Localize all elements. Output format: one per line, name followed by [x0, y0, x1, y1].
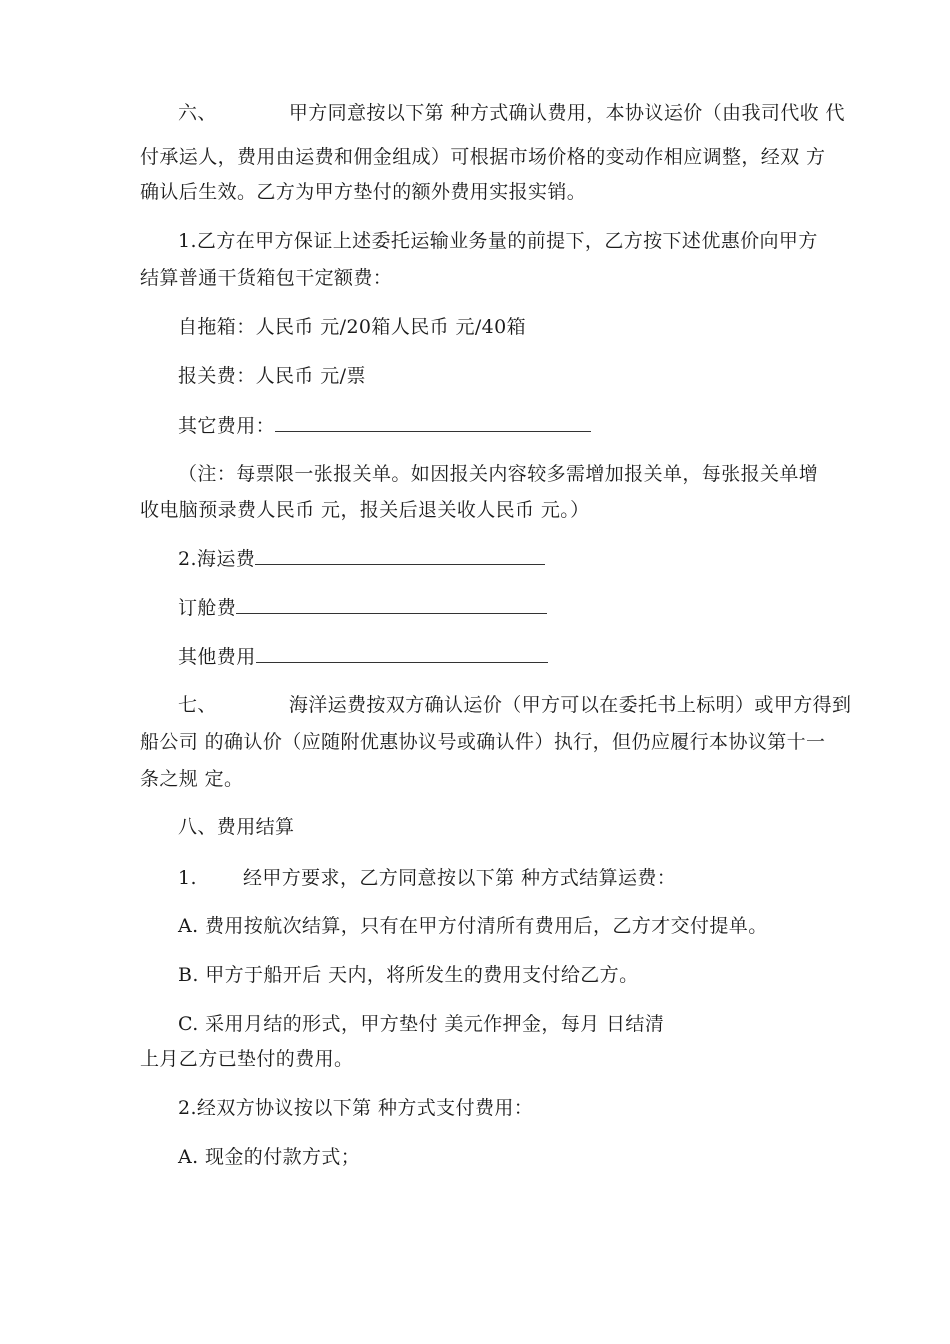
- misc-fees-line: [178, 644, 548, 669]
- ocean-freight-label: 2.海运费: [178, 548, 256, 570]
- option-b-line: B. 甲方于船开后 天内，将所发生的费用支付给乙方。: [178, 964, 639, 986]
- towing-fee-line: 自拖箱：人民币 元/20箱人民币 元/40箱: [178, 316, 527, 338]
- option-a-line: A. 费用按航次结算，只有在甲方付清所有费用后，乙方才交付提单。: [178, 915, 768, 937]
- section-7-line-1: [178, 693, 851, 717]
- section-7-line-3: 条之规 定。: [140, 768, 244, 790]
- section-8-para-1: [178, 866, 676, 890]
- booking-fee-blank: [236, 595, 547, 614]
- misc-fees-blank: [256, 644, 548, 663]
- section-7-number: 七、: [178, 694, 217, 716]
- other-fees-blank: [275, 413, 591, 432]
- ocean-freight-blank: [255, 546, 545, 565]
- payment-option-a: A. 现金的付款方式；: [178, 1146, 361, 1168]
- booking-fee-line: [178, 595, 547, 620]
- ocean-freight-line: [178, 546, 545, 571]
- section-7-line-2: 船公司 的确认价（应随附优惠协议号或确认件）执行，但仍应履行本协议第十一: [140, 731, 826, 753]
- section-8-para-2: 2.经双方协议按以下第 种方式支付费用：: [178, 1097, 534, 1119]
- misc-fees-label: 其他费用: [178, 646, 256, 668]
- other-fees-line: [178, 413, 591, 438]
- option-c-line-2: 上月乙方已垫付的费用。: [140, 1048, 354, 1070]
- note-line-1: （注：每票限一张报关单。如因报关内容较多需增加报关单，每张报关单增: [178, 463, 819, 485]
- section-8-para-1-number: 1.: [178, 867, 197, 889]
- section-8-para-1-text: 经甲方要求，乙方同意按以下第 种方式结算运费：: [242, 867, 677, 889]
- item-1-line-1: 1.乙方在甲方保证上述委托运输业务量的前提下，乙方按下述优惠价向甲方: [178, 230, 818, 252]
- section-6-text-1: 甲方同意按以下第 种方式确认费用，本协议运价（由我司代收 代: [288, 102, 845, 124]
- note-line-2: 收电脑预录费人民币 元，报关后退关收人民币 元。）: [140, 499, 590, 521]
- customs-fee-line: 报关费：人民币 元/票: [178, 365, 366, 387]
- section-6-line-1: [178, 101, 845, 125]
- other-fees-label: 其它费用：: [178, 415, 276, 437]
- section-6-line-2: 付承运人，费用由运费和佣金组成）可根据市场价格的变动作相应调整，经双 方: [140, 146, 826, 168]
- section-6-line-3: 确认后生效。乙方为甲方垫付的额外费用实报实销。: [140, 181, 587, 203]
- section-8-title: 八、费用结算: [178, 816, 295, 838]
- booking-fee-label: 订舱费: [178, 597, 237, 619]
- option-c-line-1: C. 采用月结的形式，甲方垫付 美元作押金，每月 日结清: [178, 1013, 665, 1035]
- item-1-line-2: 结算普通干货箱包干定额费：: [140, 267, 393, 289]
- section-6-number: 六、: [178, 102, 217, 124]
- section-7-text-1: 海洋运费按双方确认运价（甲方可以在委托书上标明）或甲方得到: [288, 694, 852, 716]
